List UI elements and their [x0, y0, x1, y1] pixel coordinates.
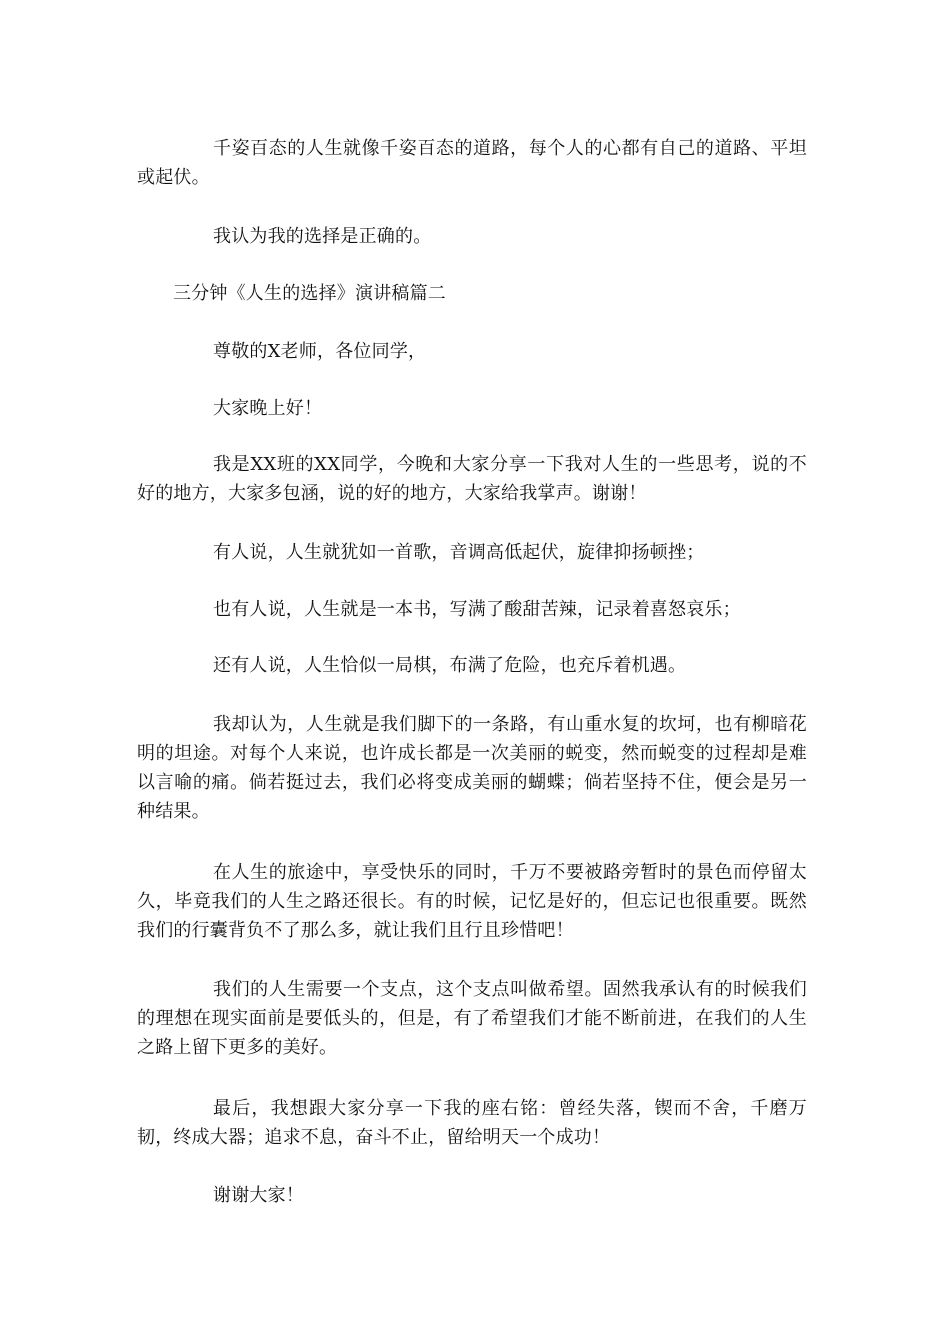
- section-heading: 三分钟《人生的选择》演讲稿篇二: [173, 283, 446, 304]
- paragraph-good-evening: 大家晚上好！: [213, 398, 323, 419]
- paragraph-life-road: 我却认为，人生就是我们脚下的一条路，有山重水复的坎坷，也有柳暗花明的坦途。对每个人来说，也许成长都是一次美丽的蜕变，然而蜕变的过程却是难以言喻的痛。倘若挺过去，我们必将变成美丽的蝴蝶；倘若坚持不住，便会是另一种结果。: [137, 714, 807, 822]
- paragraph-motto: 最后，我想跟大家分享一下我的座右铭：曾经失落，锲而不舍，千磨万韧，终成大器；追求不息，奋斗不止，留给明天一个成功！: [137, 1098, 807, 1148]
- paragraph-life-chess: 还有人说，人生恰似一局棋，布满了危险，也充斥着机遇。: [213, 655, 687, 676]
- paragraph-hope: 我们的人生需要一个支点，这个支点叫做希望。固然我承认有的时候我们的理想在现实面前是要低头的，但是，有了希望我们才能不断前进，在我们的人生之路上留下更多的美好。: [137, 979, 807, 1058]
- paragraph-greeting-teacher: 尊敬的X老师，各位同学，: [213, 341, 427, 362]
- paragraph-life-song: 有人说，人生就犹如一首歌，音调高低起伏，旋律抑扬顿挫；: [213, 542, 705, 563]
- paragraph-thanks: 谢谢大家！: [213, 1185, 304, 1206]
- paragraph-choice-correct: 我认为我的选择是正确的。: [213, 226, 432, 247]
- paragraph-journey: 在人生的旅途中，享受快乐的同时，千万不要被路旁暂时的景色而停留太久，毕竟我们的人生之路还很长。有的时候，记忆是好的，但忘记也很重要。既然我们的行囊背负不了那么多，就让我们且行且珍惜吧！: [137, 862, 807, 941]
- paragraph-life-book: 也有人说，人生就是一本书，写满了酸甜苦辣，记录着喜怒哀乐；: [213, 599, 741, 620]
- paragraph-intro: 千姿百态的人生就像千姿百态的道路，每个人的心都有自己的道路、平坦或起伏。: [137, 138, 807, 188]
- paragraph-self-intro: 我是XX班的XX同学，今晚和大家分享一下我对人生的一些思考，说的不好的地方，大家多包涵，说的好的地方，大家给我掌声。谢谢！: [137, 454, 807, 504]
